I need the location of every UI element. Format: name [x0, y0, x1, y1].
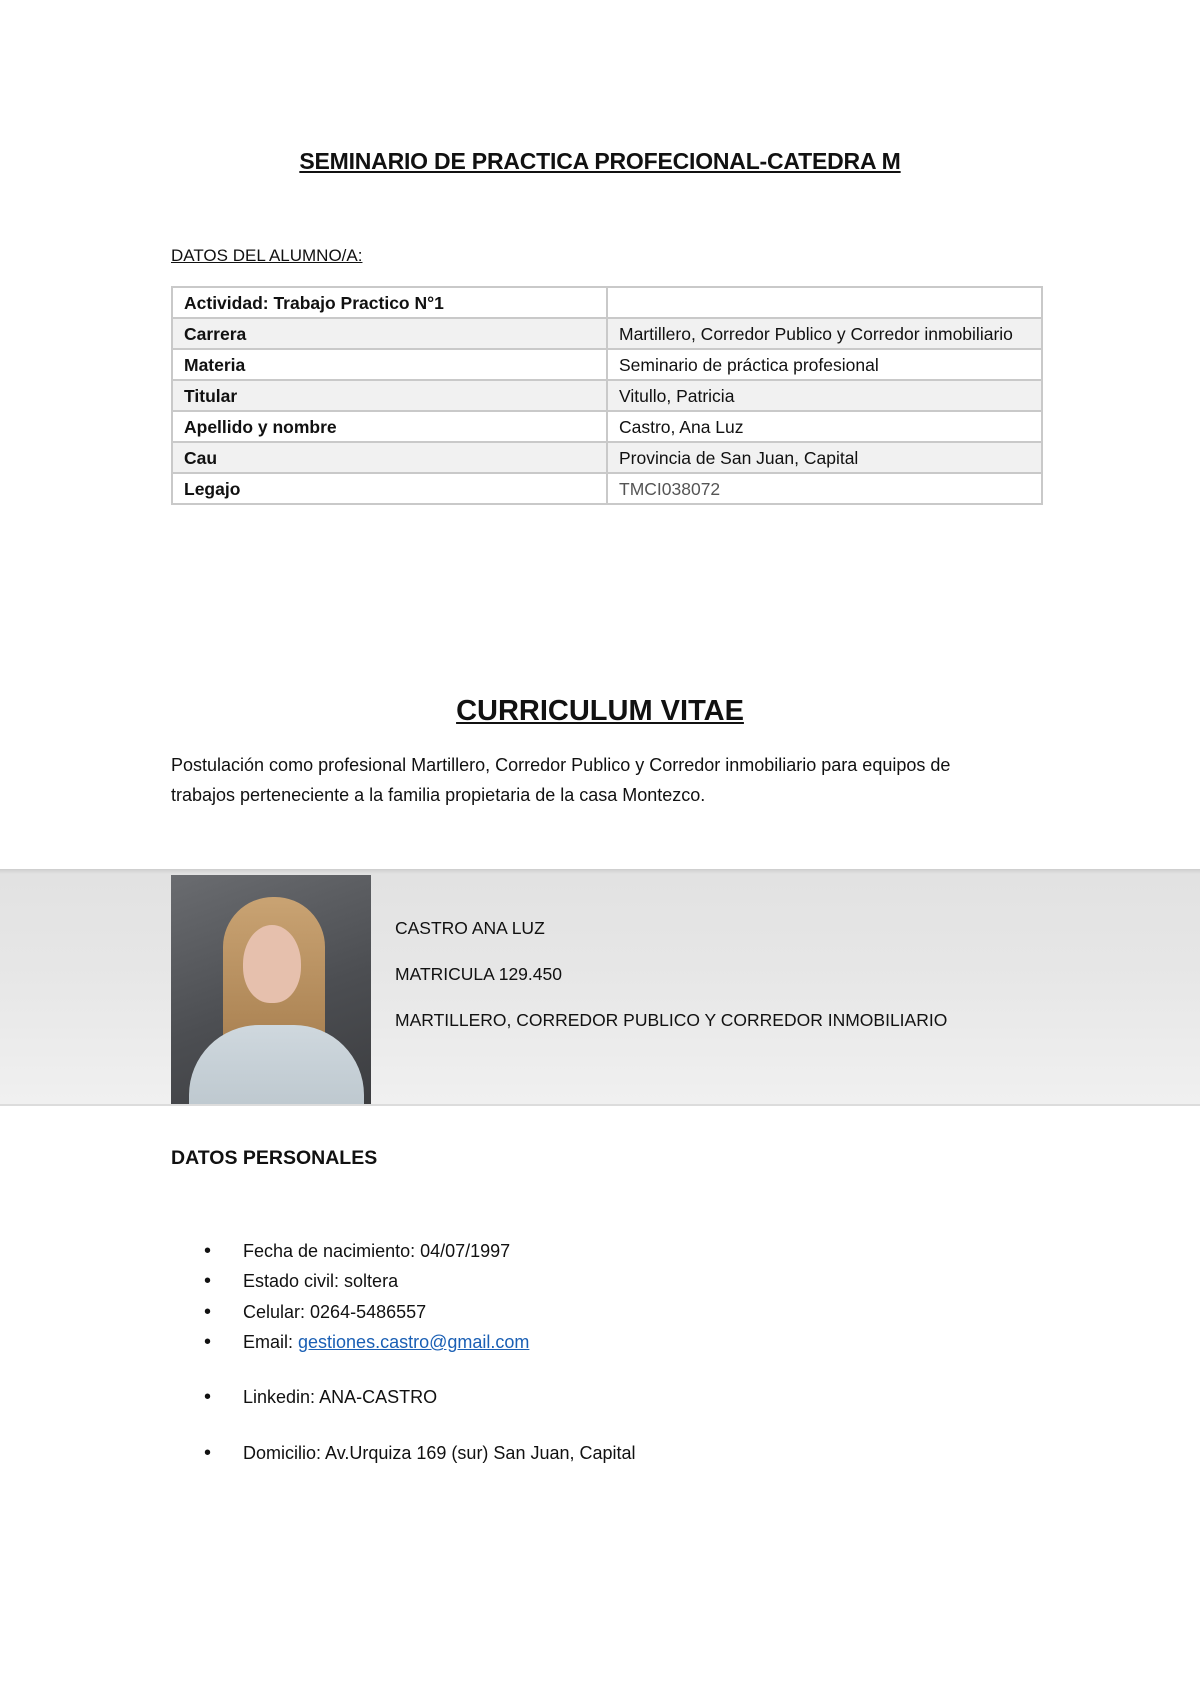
profile-name: CASTRO ANA LUZ: [395, 918, 545, 938]
address-value: Av.Urquiza 169 (sur) San Juan, Capital: [325, 1443, 636, 1463]
table-row: [172, 442, 1042, 473]
document-title: SEMINARIO DE PRACTICA PROFECIONAL-CATEDRA M: [299, 148, 901, 174]
table-row: [172, 473, 1042, 504]
student-section-label: DATOS DEL ALUMNO/A:: [171, 246, 363, 265]
bullet-icon: •: [204, 1331, 212, 1353]
table-key: Apellido y nombre: [172, 411, 607, 442]
linkedin-value: ANA-CASTRO: [319, 1387, 438, 1407]
profile-photo: [171, 875, 371, 1104]
civil-value: soltera: [344, 1271, 399, 1291]
linkedin-label: Linkedin:: [243, 1387, 320, 1407]
profile-profession: MARTILLERO, CORREDOR PUBLICO Y CORREDOR INMOBILIARIO: [395, 1010, 948, 1030]
table-row: [172, 318, 1042, 349]
bullet-icon: •: [204, 1270, 212, 1292]
table-value: [607, 287, 1042, 318]
table-value: Provincia de San Juan, Capital: [607, 442, 1042, 473]
intro-paragraph: Postulación como profesional Martillero, Corredor Publico y Corredor inmobiliario para equipos de trabajos perteneciente a la familia propietaria de la casa Montezco.: [171, 755, 951, 805]
table-value: Vitullo, Patricia: [607, 380, 1042, 411]
profile-matricula: MATRICULA 129.450: [395, 964, 562, 984]
bullet-icon: •: [204, 1442, 212, 1464]
profile-text: [395, 918, 947, 1056]
birth-value: 04/07/1997: [420, 1241, 511, 1261]
table-value: Seminario de práctica profesional: [607, 349, 1042, 380]
phone-value: 0264-5486557: [310, 1302, 427, 1322]
birth-label: Fecha de nacimiento:: [243, 1241, 421, 1261]
personal-heading: DATOS PERSONALES: [171, 1147, 378, 1169]
table-row: [172, 411, 1042, 442]
email-link[interactable]: gestiones.castro@gmail.com: [298, 1332, 530, 1352]
student-info-table: [171, 286, 1043, 505]
table-value: TMCI038072: [607, 473, 1042, 504]
phone-label: Celular:: [243, 1302, 311, 1322]
table-value: Martillero, Corredor Publico y Corredor inmobiliario: [607, 318, 1042, 349]
table-key: Materia: [172, 349, 607, 380]
table-key: Legajo: [172, 473, 607, 504]
table-row: [172, 380, 1042, 411]
email-label: Email:: [243, 1332, 299, 1352]
civil-label: Estado civil:: [243, 1271, 345, 1291]
photo-shirt: [189, 1025, 364, 1104]
table-key: Cau: [172, 442, 607, 473]
bullet-icon: •: [204, 1240, 212, 1262]
bullet-icon: •: [204, 1301, 212, 1323]
bullet-icon: •: [204, 1386, 212, 1408]
photo-face: [243, 925, 301, 1003]
address-label: Domicilio:: [243, 1443, 326, 1463]
cv-title: CURRICULUM VITAE: [456, 695, 744, 727]
table-key: Actividad: Trabajo Practico N°1: [172, 287, 607, 318]
table-key: Carrera: [172, 318, 607, 349]
table-value: Castro, Ana Luz: [607, 411, 1042, 442]
table-row: [172, 349, 1042, 380]
table-key: Titular: [172, 380, 607, 411]
table-row: [172, 287, 1042, 318]
